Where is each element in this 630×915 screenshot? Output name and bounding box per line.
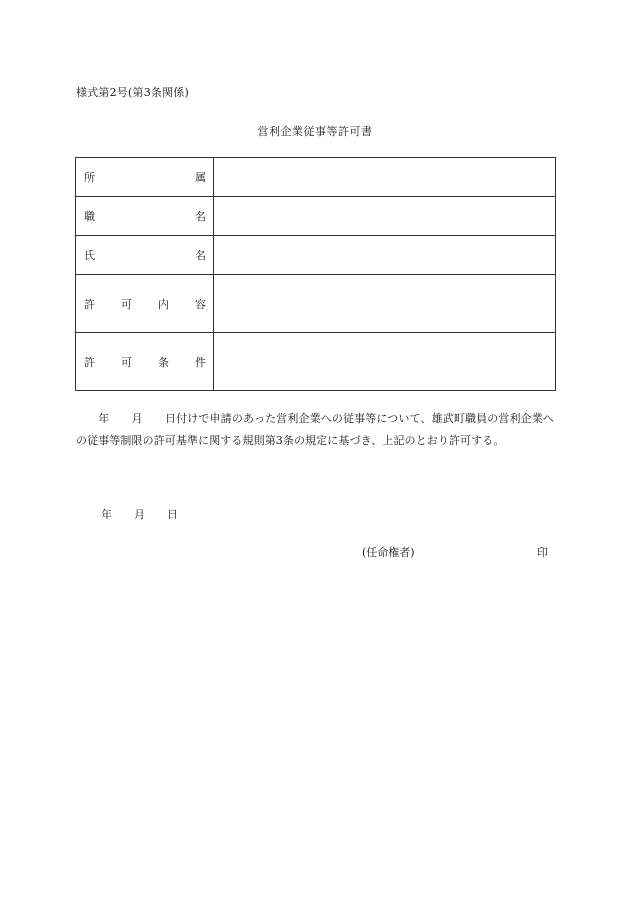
label-char: 属 (195, 171, 206, 184)
label-char: 可 (121, 297, 132, 311)
label-char: 氏 (84, 249, 95, 262)
seal-mark: 印 (537, 546, 548, 559)
label-char: 条 (158, 355, 169, 369)
table-row (76, 236, 556, 275)
value-permission-conditions[interactable] (214, 333, 556, 391)
label-char: 内 (158, 297, 169, 311)
table-row (76, 275, 556, 333)
appointer-label: (任命権者) (362, 546, 415, 559)
value-position[interactable] (214, 197, 556, 236)
table-row (76, 197, 556, 236)
value-permission-content[interactable] (214, 275, 556, 333)
label-permission-conditions (76, 333, 214, 391)
label-char: 容 (195, 297, 206, 311)
label-char: 名 (195, 249, 206, 262)
permission-statement: 年 月 日付けで申請のあった営利企業への従事等について、雄武町職員の営利企業への従事等制限の許可基準に関する規則第3条の規定に基づき、上記のとおり許可する。 (76, 412, 554, 447)
permission-info-table (75, 157, 556, 391)
label-affiliation (76, 158, 214, 197)
value-name[interactable] (214, 236, 556, 275)
label-name (76, 236, 214, 275)
label-char: 件 (195, 355, 206, 369)
label-char: 許 (84, 355, 95, 369)
label-char: 許 (84, 297, 95, 311)
label-permission-content (76, 275, 214, 333)
label-position (76, 197, 214, 236)
label-char: 可 (121, 355, 132, 369)
table-row (76, 333, 556, 391)
issue-date-line: 年 月 日 (101, 508, 178, 521)
label-char: 名 (195, 210, 206, 223)
label-char: 所 (84, 171, 95, 184)
document-title: 営利企業従事等許可書 (257, 125, 373, 138)
label-char: 職 (84, 210, 95, 223)
form-number: 様式第2号(第3条関係) (76, 86, 189, 99)
table-row (76, 158, 556, 197)
value-affiliation[interactable] (214, 158, 556, 197)
